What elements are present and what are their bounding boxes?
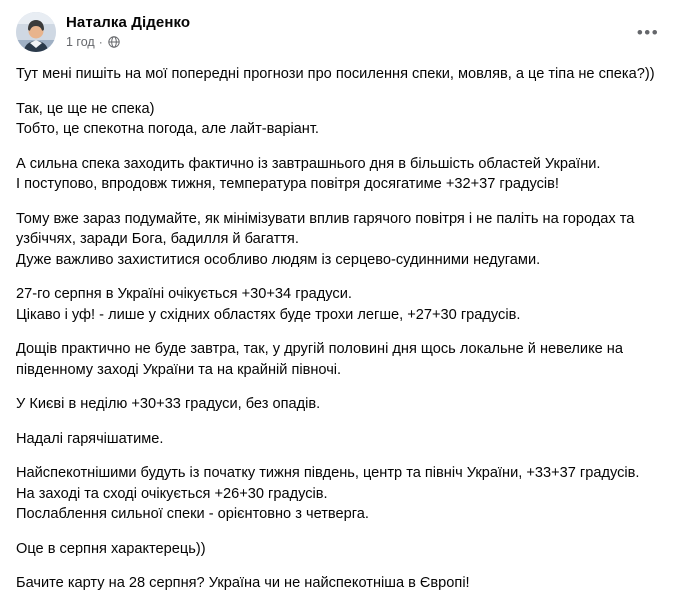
post-paragraph — [16, 463, 664, 525]
post-line: Цікаво і уф! - лише у східних областях буде трохи легше, +27+30 градусів. — [16, 306, 521, 323]
post-line: У Києві в неділю +30+33 градуси, без опадів. — [16, 396, 321, 412]
post-paragraph — [16, 339, 664, 380]
post-line: А сильна спека заходить фактично із завтрашнього дня в більшість областей України. — [16, 155, 601, 172]
paragraph-spacer — [16, 415, 664, 429]
globe-icon — [108, 36, 120, 48]
post-text — [16, 64, 664, 594]
post-paragraph — [16, 284, 664, 325]
post-author-name[interactable]: Наталка Діденко — [66, 14, 191, 31]
post-line: 27-го серпня в Україні очікується +30+34 градуси. — [16, 286, 352, 302]
paragraph-spacer — [16, 525, 664, 539]
paragraph-spacer — [16, 449, 664, 463]
paragraph-spacer — [16, 195, 664, 209]
paragraph-spacer — [16, 559, 664, 573]
post-line: На заході та сході очікується +26+30 градусів. — [16, 485, 328, 502]
post-line: Бачите карту на 28 серпня? Україна чи не найспекотніша в Європі! — [16, 575, 470, 591]
post-line: Дуже важливо захиститися особливо людям із серцево-судинними недугами. — [16, 251, 541, 268]
paragraph-spacer — [16, 85, 664, 99]
post-paragraph — [16, 573, 664, 594]
post-line: Тобто, це спекотна погода, але лайт-варіант. — [16, 121, 319, 137]
paragraph-spacer — [16, 270, 664, 284]
post-meta — [66, 34, 190, 50]
post-line: Послаблення сильної спеки - орієнтовно з четверга. — [16, 506, 369, 522]
post-options-button[interactable]: ••• — [636, 22, 660, 42]
paragraph-spacer — [16, 325, 664, 339]
post-header — [16, 12, 664, 56]
post-paragraph — [16, 429, 664, 450]
avatar[interactable] — [16, 12, 56, 52]
post-line: І поступово, впродовж тижня, температура повітря досягатиме +32+37 градусів! — [16, 176, 559, 192]
post-paragraph — [16, 539, 664, 560]
post-paragraph — [16, 209, 664, 271]
post-line: Найспекотнішими будуть із початку тижня південь, центр та північ України, +33+37 градусів. — [16, 465, 640, 481]
post-author-block — [66, 12, 190, 50]
post-line: Надалі гарячішатиме. — [16, 430, 164, 447]
post-paragraph — [16, 154, 664, 195]
meta-separator: · — [98, 35, 103, 49]
post-paragraph — [16, 394, 664, 415]
post-timestamp[interactable]: 1 год — [66, 35, 95, 49]
post-line: Тому вже зараз подумайте, як мінімізувати вплив гарячого повітря і не паліть на городах та узбіччях, заради Бога, бадилля й багаття. — [16, 210, 635, 247]
post-line: Дощів практично не буде завтра, так, у другій половині дня щось локальне й невелике на південному заході України та на крайній півночі. — [16, 341, 623, 378]
post-line: Оце в серпня характерець)) — [16, 540, 206, 557]
post-line: Так, це ще не спека) — [16, 100, 155, 117]
post-paragraph — [16, 64, 664, 85]
post-line: Тут мені пишіть на мої попередні прогнози про посилення спеки, мовляв, а це тіпа не спека?)) — [16, 66, 655, 82]
paragraph-spacer — [16, 140, 664, 154]
paragraph-spacer — [16, 380, 664, 394]
post-paragraph — [16, 99, 664, 140]
